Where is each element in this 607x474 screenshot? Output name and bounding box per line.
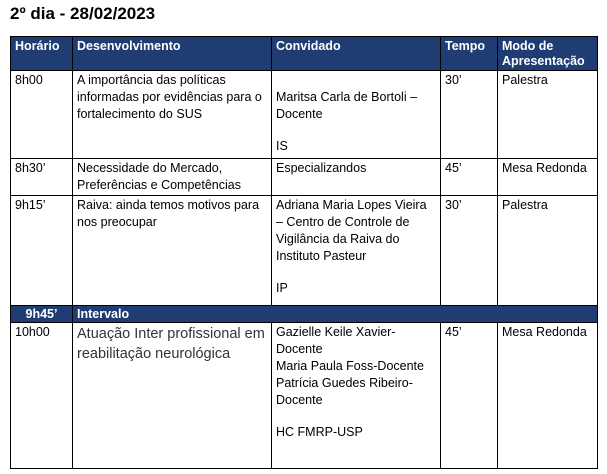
header-guest: Convidado [272,37,441,71]
table-row [11,71,598,159]
cell-guest [272,159,441,196]
guest-line: Maritsa Carla de Bortoli – Docente [276,90,418,121]
guest-line: Adriana Maria Lopes Vieira – Centro de Controle de Vigilância da Raiva do Instituto Pasteur [276,198,427,263]
cell-development: Necessidade do Mercado, Preferências e Competências [73,159,272,196]
table-header-row [11,37,598,71]
cell-guest [272,323,441,469]
guest-line: Maria Paula Foss-Docente [276,359,424,373]
guest-line: IP [276,281,288,295]
cell-development: Atuação Inter profissional em reabilitação neurológica [73,323,272,469]
guest-line: Gazielle Keile Xavier-Docente [276,325,396,356]
cell-development: A importância das políticas informadas por evidências para o fortalecimento do SUS [73,71,272,159]
cell-duration: 30’ [441,71,498,159]
cell-mode: Mesa Redonda [498,323,598,469]
table-row [11,196,598,306]
table-row [11,323,598,469]
guest-line: HC FMRP-USP [276,425,363,439]
table-row-break [11,306,598,323]
table-row [11,159,598,196]
cell-mode: Palestra [498,196,598,306]
cell-guest [272,196,441,306]
cell-duration: 45’ [441,323,498,469]
cell-time: 10h00 [11,323,73,469]
guest-line: Especializandos [276,161,367,175]
cell-break-label: Intervalo [73,306,598,323]
cell-development: Raiva: ainda temos motivos para nos preocupar [73,196,272,306]
cell-mode: Palestra [498,71,598,159]
header-duration: Tempo [441,37,498,71]
guest-line: IS [276,139,288,153]
guest-line: Patrícia Guedes Ribeiro-Docente [276,376,413,407]
cell-time: 9h45’ [11,306,73,323]
cell-time: 8h30’ [11,159,73,196]
cell-time: 9h15’ [11,196,73,306]
header-development: Desenvolvimento [73,37,272,71]
header-mode: Modo de Apresentação [498,37,598,71]
header-time: Horário [11,37,73,71]
cell-duration: 45’ [441,159,498,196]
cell-time: 8h00 [11,71,73,159]
cell-mode: Mesa Redonda [498,159,598,196]
cell-guest [272,71,441,159]
cell-duration: 30’ [441,196,498,306]
page-title: 2º dia - 28/02/2023 [10,4,156,23]
schedule-table [10,36,598,469]
